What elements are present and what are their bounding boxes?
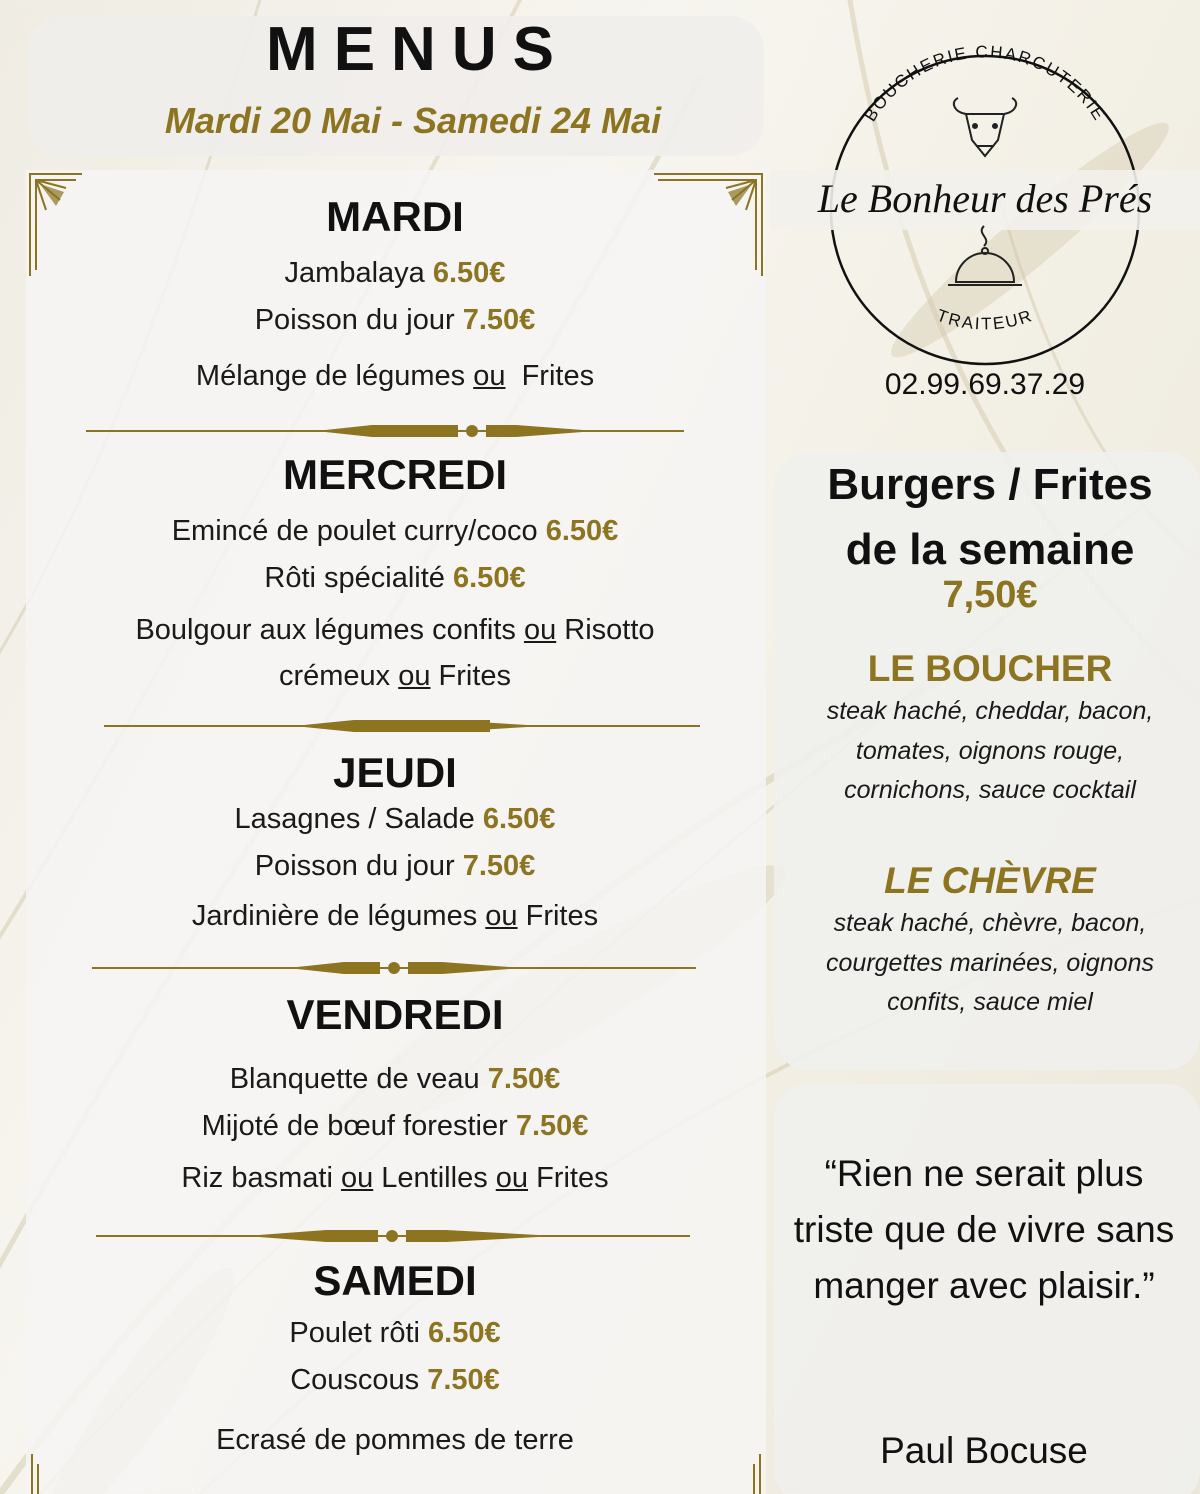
day-jeudi <box>0 750 790 939</box>
dish-name: Poisson du jour <box>254 303 455 336</box>
dish-price: 6.50€ <box>482 803 556 836</box>
frame-corner-bottom-right <box>748 1454 768 1494</box>
dish-price: 7.50€ <box>462 849 536 882</box>
logo <box>770 40 1200 370</box>
frame-corner-top-left <box>26 170 86 280</box>
burger-item <box>782 860 1198 1023</box>
dish-line <box>0 555 790 601</box>
day-title: MARDI <box>326 193 464 240</box>
dish-price: 6.50€ <box>432 257 506 290</box>
dish-name: Couscous <box>290 1363 420 1396</box>
phone-number: 02.99.69.37.29 <box>884 368 1086 401</box>
svg-text:BOUCHERIE CHARCUTERIE <box>861 42 1110 124</box>
dish-line <box>0 1310 790 1356</box>
dish-name: Poulet rôti <box>289 1317 420 1350</box>
quote-author: Paul Bocuse <box>880 1430 1088 1471</box>
dish-name: Mijoté de bœuf forestier <box>201 1109 508 1142</box>
day-vendredi <box>0 992 790 1201</box>
dish-price: 7.50€ <box>487 1063 561 1096</box>
dish-line <box>0 1357 790 1403</box>
logo-name: Le Bonheur des Prés <box>817 176 1153 221</box>
dish-price: 7.50€ <box>462 303 536 336</box>
side-dishes: Riz basmati ou Lentilles ou Frites <box>181 1161 609 1194</box>
dish-price: 6.50€ <box>428 1317 501 1350</box>
burger-name: LE CHÈVRE <box>884 860 1096 901</box>
dish-line <box>0 1103 790 1149</box>
frame-corner-top-right <box>654 170 766 280</box>
ornament-divider <box>104 713 700 739</box>
dish-name: Jambalaya <box>284 257 425 290</box>
day-title: VENDREDI <box>286 991 504 1038</box>
burger-description: steak haché, cheddar, bacon, tomates, oignons rouge, cornichons, sauce cocktail <box>826 697 1154 804</box>
day-title: JEUDI <box>333 749 457 796</box>
burgers-title-line2: de la semaine <box>845 525 1135 575</box>
burger-name: LE BOUCHER <box>867 648 1113 689</box>
burger-item <box>782 648 1198 811</box>
cloche-icon <box>948 226 1022 285</box>
burgers-header <box>782 452 1198 617</box>
day-mercredi <box>0 452 790 700</box>
dish-name: Poisson du jour <box>254 849 455 882</box>
day-title: MERCREDI <box>282 451 507 498</box>
dish-name: Blanquette de veau <box>229 1063 480 1096</box>
logo-top-text: BOUCHERIE CHARCUTERIE <box>860 42 1110 125</box>
date-range: Mardi 20 Mai - Samedi 24 Mai <box>164 100 662 141</box>
frame-corner-bottom-left <box>26 1454 46 1494</box>
side-dishes: Ecrasé de pommes de terre <box>216 1423 574 1456</box>
ornament-divider <box>92 955 696 981</box>
bull-head-icon <box>954 98 1016 156</box>
ornament-divider <box>86 418 684 444</box>
dish-price: 7.50€ <box>515 1109 589 1142</box>
ornament-divider <box>96 1223 690 1249</box>
burgers-title-line1: Burgers / Frites <box>827 460 1153 509</box>
logo-bottom-text: TRAITEUR <box>934 305 1036 334</box>
dish-line <box>0 796 790 842</box>
day-samedi <box>0 1258 790 1463</box>
dish-line <box>0 508 790 554</box>
side-dishes: Jardinière de légumes ou Frites <box>191 899 599 932</box>
dish-price: 6.50€ <box>453 561 526 594</box>
dish-line <box>0 1056 790 1102</box>
dish-line <box>0 297 790 343</box>
dish-name: Rôti spécialité <box>264 561 445 594</box>
burger-description: steak haché, chèvre, bacon, courgettes marinées, oignons confits, sauce miel <box>826 909 1154 1016</box>
dish-price: 6.50€ <box>545 515 619 548</box>
day-title: SAMEDI <box>313 1257 477 1304</box>
side-dishes: Boulgour aux légumes confits ou Risotto crémeux ou Frites <box>135 613 655 693</box>
quote-text: “Rien ne serait plus triste que de vivre sans manger avec plaisir.” <box>793 1153 1175 1307</box>
dish-name: Emincé de poulet curry/coco <box>171 515 538 548</box>
dish-name: Lasagnes / Salade <box>234 803 475 836</box>
burgers-price: 7,50€ <box>942 574 1038 617</box>
side-dishes: Mélange de légumes ou Frites <box>195 359 595 392</box>
page-title: MENUS <box>266 15 570 84</box>
dish-price: 7.50€ <box>427 1363 500 1396</box>
svg-text:TRAITEUR <box>934 306 1035 334</box>
dish-line <box>0 843 790 889</box>
